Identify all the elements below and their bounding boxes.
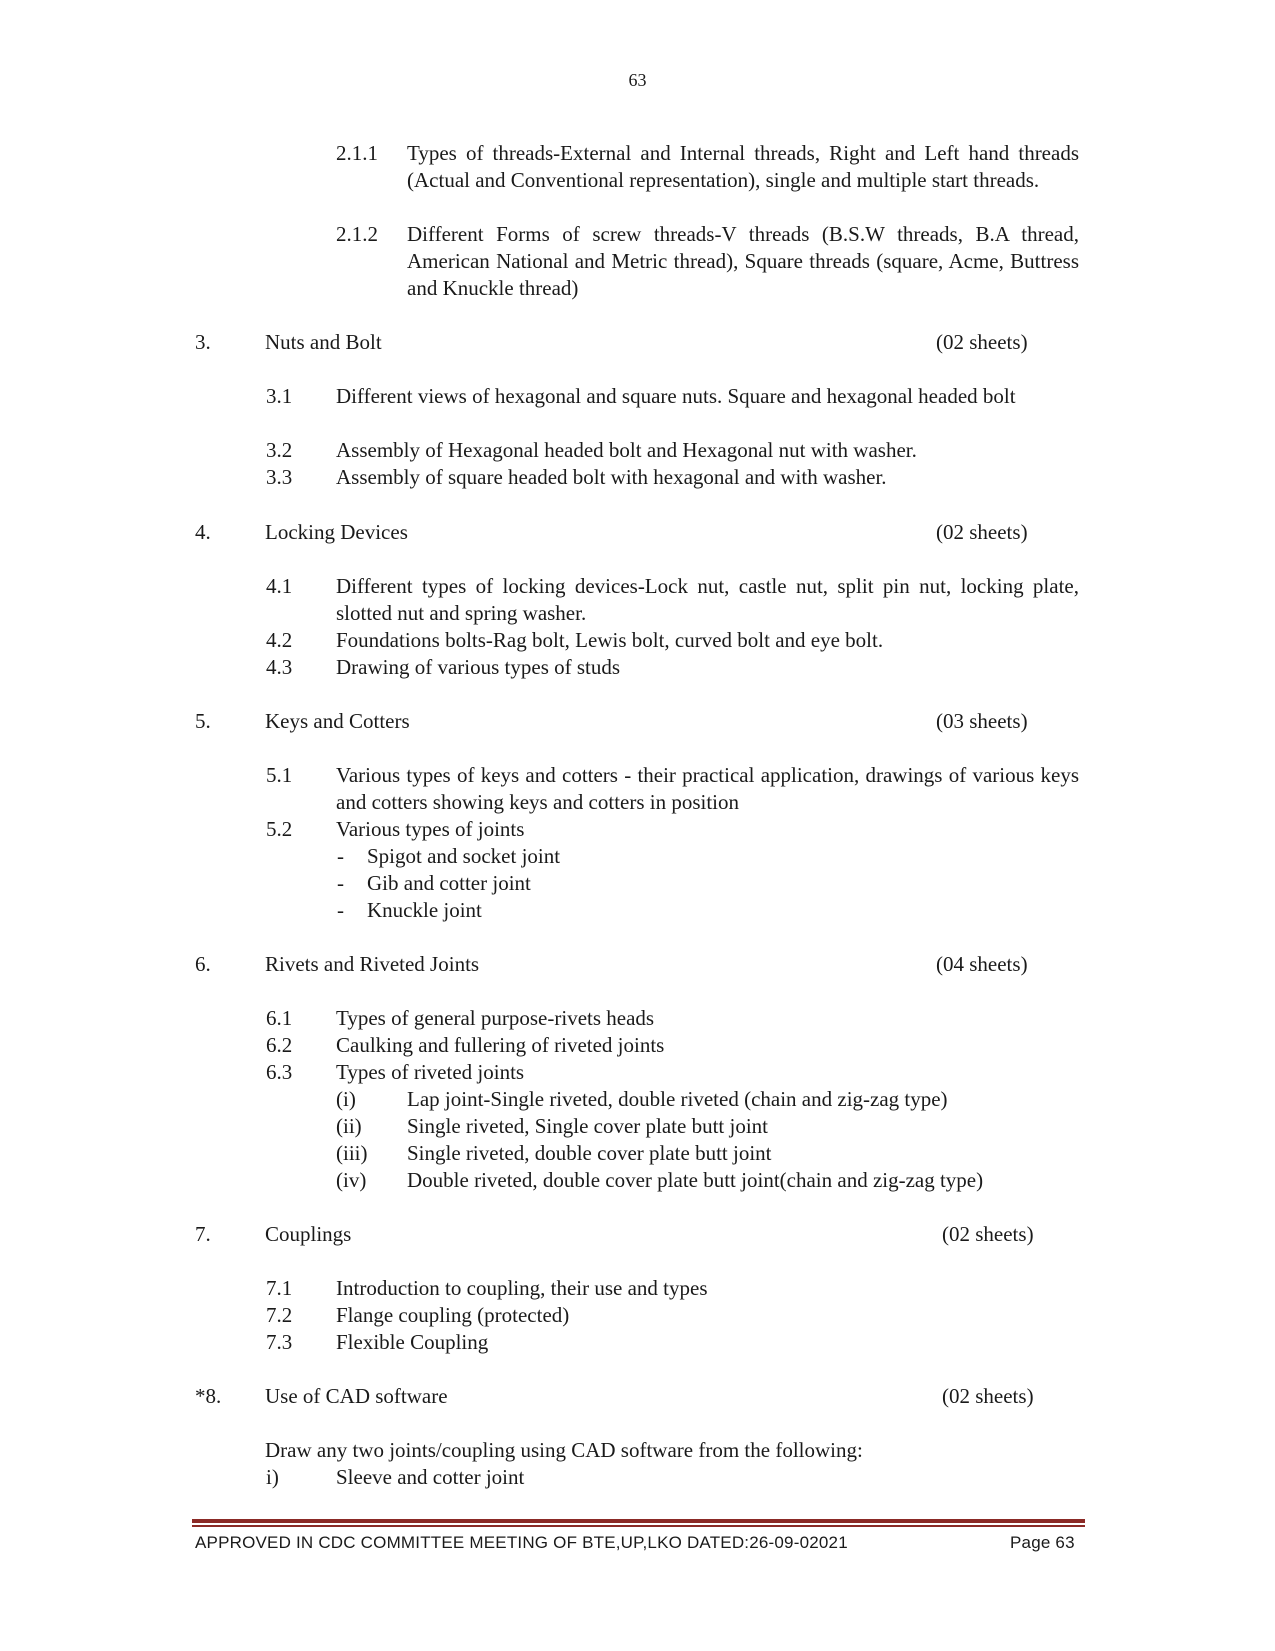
item-number: 7.1 <box>266 1276 293 1300</box>
joint-item: Gib and cotter joint <box>367 871 531 895</box>
item-text: Flange coupling (protected) <box>336 1303 570 1327</box>
item-number: 4.2 <box>266 628 293 652</box>
section-number: *8. <box>195 1384 222 1408</box>
item-number: 2.1.1 <box>336 141 378 165</box>
subitem-text: Double riveted, double cover plate butt joint(chain and zig-zag type) <box>407 1168 984 1192</box>
subitem-number: (ii) <box>336 1114 362 1138</box>
item-number: 5.2 <box>266 817 293 841</box>
item-text: Assembly of square headed bolt with hexagonal and with washer. <box>336 465 887 489</box>
item-number: 7.2 <box>266 1303 293 1327</box>
item-number: 5.1 <box>266 763 293 787</box>
joint-item: Spigot and socket joint <box>367 844 561 868</box>
subitem-number: (iii) <box>336 1141 368 1165</box>
item-text: Assembly of Hexagonal headed bolt and Hexagonal nut with washer. <box>336 438 917 462</box>
item-text: Different Forms of screw threads-V threads (B.S.W threads, B.A thread, American National and Metric thread), Square threads (square, Acme, Buttress and Knuckle thread) <box>407 222 1079 300</box>
footer-rule-thin <box>192 1525 1085 1527</box>
item-text: Types of riveted joints <box>336 1060 525 1084</box>
sheet-count: (02 sheets) <box>942 1384 1034 1408</box>
item-number: 3.1 <box>266 384 293 408</box>
page-number: 63 <box>628 70 647 90</box>
item-text: Flexible Coupling <box>336 1330 489 1354</box>
section-title: Rivets and Riveted Joints <box>265 952 480 976</box>
list-dash: - <box>337 844 344 868</box>
item-text: Types of general purpose-rivets heads <box>336 1006 655 1030</box>
item-number: 4.3 <box>266 655 293 679</box>
sheet-count: (02 sheets) <box>936 520 1028 544</box>
section-number: 5. <box>195 709 211 733</box>
item-text: Introduction to coupling, their use and types <box>336 1276 708 1300</box>
item-text: Various types of keys and cotters - their practical application, drawings of various keys and cotters showing keys and cotters in position <box>336 763 1079 814</box>
item-number: 7.3 <box>266 1330 293 1354</box>
section-intro: Draw any two joints/coupling using CAD software from the following: <box>265 1438 863 1462</box>
list-dash: - <box>337 898 344 922</box>
section-title: Use of CAD software <box>265 1384 448 1408</box>
section-title: Locking Devices <box>265 520 408 544</box>
joint-item: Knuckle joint <box>367 898 482 922</box>
sheet-count: (03 sheets) <box>936 709 1028 733</box>
item-text: Different types of locking devices-Lock nut, castle nut, split pin nut, locking plate, slotted nut and spring washer. <box>336 574 1079 625</box>
section-number: 3. <box>195 330 211 354</box>
item-text: Types of threads-External and Internal threads, Right and Left hand threads (Actual and Conventional representation), single and multiple start threads. <box>407 141 1079 192</box>
subitem-number: (i) <box>336 1087 356 1111</box>
section-title: Keys and Cotters <box>265 709 410 733</box>
item-text: Foundations bolts-Rag bolt, Lewis bolt, curved bolt and eye bolt. <box>336 628 884 652</box>
item-text: Caulking and fullering of riveted joints <box>336 1033 665 1057</box>
subitem-text: Lap joint-Single riveted, double riveted (chain and zig-zag type) <box>407 1087 948 1111</box>
item-number: 3.3 <box>266 465 293 489</box>
subitem-text: Single riveted, double cover plate butt joint <box>407 1141 772 1165</box>
footer-approval: APPROVED IN CDC COMMITTEE MEETING OF BTE,UP,LKO DATED:26-09-02021 <box>195 1533 848 1552</box>
item-number: 3.2 <box>266 438 293 462</box>
section-number: 6. <box>195 952 211 976</box>
footer-page-label: Page 63 <box>1010 1533 1075 1552</box>
subitem-number: (iv) <box>336 1168 367 1192</box>
item-number: 2.1.2 <box>336 222 378 246</box>
item-text: Different views of hexagonal and square nuts. Square and hexagonal headed bolt <box>336 384 1016 408</box>
section-title: Couplings <box>265 1222 352 1246</box>
section-number: 4. <box>195 520 211 544</box>
item-number: i) <box>266 1465 279 1489</box>
section-title: Nuts and Bolt <box>265 330 382 354</box>
list-dash: - <box>337 871 344 895</box>
item-text: Sleeve and cotter joint <box>336 1465 525 1489</box>
item-number: 4.1 <box>266 574 293 598</box>
item-text: Various types of joints <box>336 817 525 841</box>
sheet-count: (04 sheets) <box>936 952 1028 976</box>
sheet-count: (02 sheets) <box>936 330 1028 354</box>
subitem-text: Single riveted, Single cover plate butt joint <box>407 1114 769 1138</box>
sheet-count: (02 sheets) <box>942 1222 1034 1246</box>
section-number: 7. <box>195 1222 211 1246</box>
footer-rule <box>192 1519 1085 1523</box>
item-number: 6.1 <box>266 1006 293 1030</box>
item-text: Drawing of various types of studs <box>336 655 621 679</box>
item-number: 6.2 <box>266 1033 293 1057</box>
item-number: 6.3 <box>266 1060 293 1084</box>
